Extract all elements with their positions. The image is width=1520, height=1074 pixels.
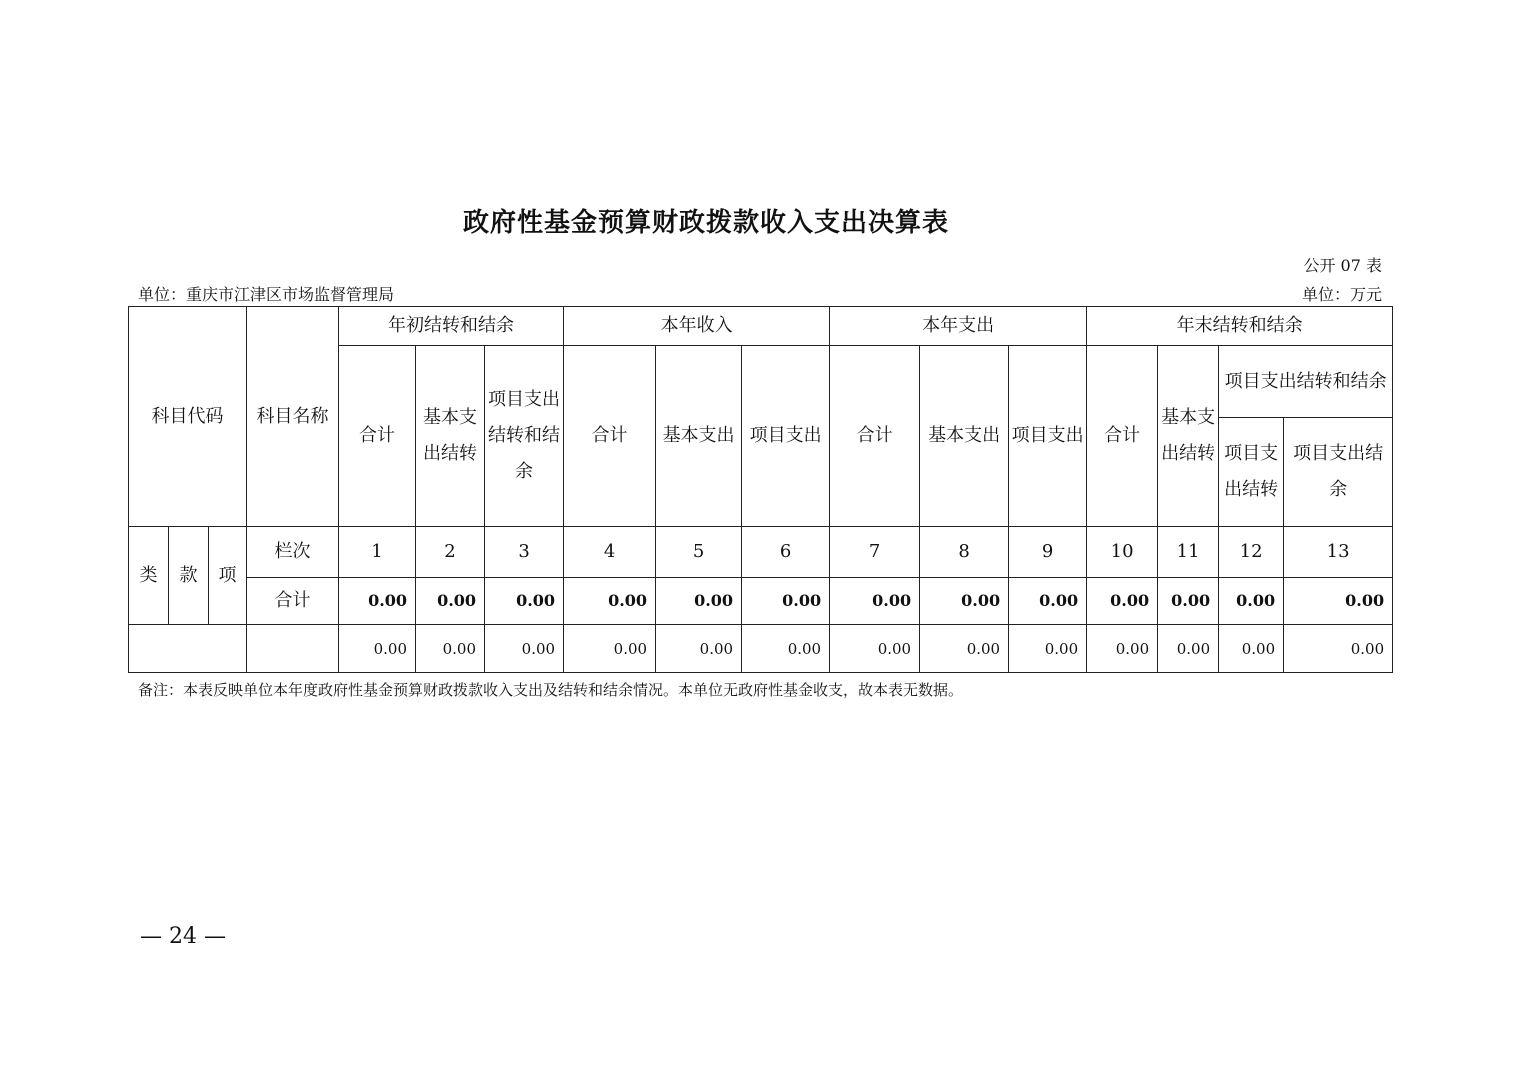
data-cell: 0.00 (1158, 625, 1219, 673)
data-cell: 0.00 (920, 625, 1009, 673)
column-number: 8 (920, 527, 1009, 578)
total-cell: 0.00 (416, 578, 485, 625)
row-index-label: 栏次 (247, 527, 339, 578)
data-row-name (247, 625, 339, 673)
total-cell: 0.00 (1087, 578, 1158, 625)
code-part-item: 项 (209, 527, 247, 625)
header-group-income: 本年收入 (564, 307, 830, 346)
column-number: 2 (416, 527, 485, 578)
unit-currency: 单位：万元 (1301, 285, 1382, 304)
total-cell: 0.00 (564, 578, 656, 625)
header-g1-project: 项目支出结转和结余 (485, 346, 564, 527)
total-cell: 0.00 (339, 578, 416, 625)
table-note: 备注：本表反映单位本年度政府性基金预算财政拨款收入支出及结转和结余情况。本单位无政府性基金收支，故本表无数据。 (138, 681, 964, 699)
data-cell: 0.00 (1087, 625, 1158, 673)
header-g4-basic: 基本支出结转 (1158, 346, 1219, 527)
header-code: 科目代码 (129, 307, 247, 527)
data-cell: 0.00 (830, 625, 920, 673)
total-cell: 0.00 (1284, 578, 1393, 625)
unit-organization: 单位：重庆市江津区市场监督管理局 (138, 285, 395, 304)
page-number: — 24 — (140, 924, 226, 949)
total-cell: 0.00 (830, 578, 920, 625)
data-cell: 0.00 (1219, 625, 1284, 673)
header-g4-project-balance: 项目支出结余 (1284, 418, 1393, 527)
column-number: 4 (564, 527, 656, 578)
header-g4-total: 合计 (1087, 346, 1158, 527)
column-number: 5 (656, 527, 742, 578)
data-cell: 0.00 (485, 625, 564, 673)
column-number: 12 (1219, 527, 1284, 578)
total-row-label: 合计 (247, 578, 339, 625)
total-cell: 0.00 (656, 578, 742, 625)
column-number: 6 (742, 527, 830, 578)
header-group-expense: 本年支出 (830, 307, 1087, 346)
column-number: 1 (339, 527, 416, 578)
column-number: 3 (485, 527, 564, 578)
data-cell: 0.00 (416, 625, 485, 673)
header-g3-project: 项目支出 (1009, 346, 1087, 527)
page-title: 政府性基金预算财政拨款收入支出决算表 (462, 208, 949, 238)
column-number: 11 (1158, 527, 1219, 578)
header-group-closing: 年末结转和结余 (1087, 307, 1393, 346)
header-g4-project-carry: 项目支出结转 (1219, 418, 1284, 527)
data-cell: 0.00 (742, 625, 830, 673)
header-g4-project: 项目支出结转和结余 (1219, 346, 1393, 418)
column-number: 10 (1087, 527, 1158, 578)
data-row-code (129, 625, 247, 673)
total-cell: 0.00 (1219, 578, 1284, 625)
header-g1-total: 合计 (339, 346, 416, 527)
header-g3-total: 合计 (830, 346, 920, 527)
header-g3-basic: 基本支出 (920, 346, 1009, 527)
total-cell: 0.00 (920, 578, 1009, 625)
data-cell: 0.00 (1284, 625, 1393, 673)
code-part-section: 款 (169, 527, 209, 625)
header-g2-project: 项目支出 (742, 346, 830, 527)
data-cell: 0.00 (564, 625, 656, 673)
column-number: 13 (1284, 527, 1393, 578)
total-cell: 0.00 (1009, 578, 1087, 625)
data-cell: 0.00 (1009, 625, 1087, 673)
total-cell: 0.00 (485, 578, 564, 625)
header-g1-basic: 基本支出结转 (416, 346, 485, 527)
header-group-opening: 年初结转和结余 (339, 307, 564, 346)
total-cell: 0.00 (1158, 578, 1219, 625)
form-number: 公开 07 表 (1303, 256, 1382, 275)
header-g2-basic: 基本支出 (656, 346, 742, 527)
column-number: 7 (830, 527, 920, 578)
column-number: 9 (1009, 527, 1087, 578)
budget-table (128, 306, 1393, 673)
header-g2-total: 合计 (564, 346, 656, 527)
header-name: 科目名称 (247, 307, 339, 527)
data-cell: 0.00 (339, 625, 416, 673)
code-part-class: 类 (129, 527, 169, 625)
data-cell: 0.00 (656, 625, 742, 673)
total-cell: 0.00 (742, 578, 830, 625)
